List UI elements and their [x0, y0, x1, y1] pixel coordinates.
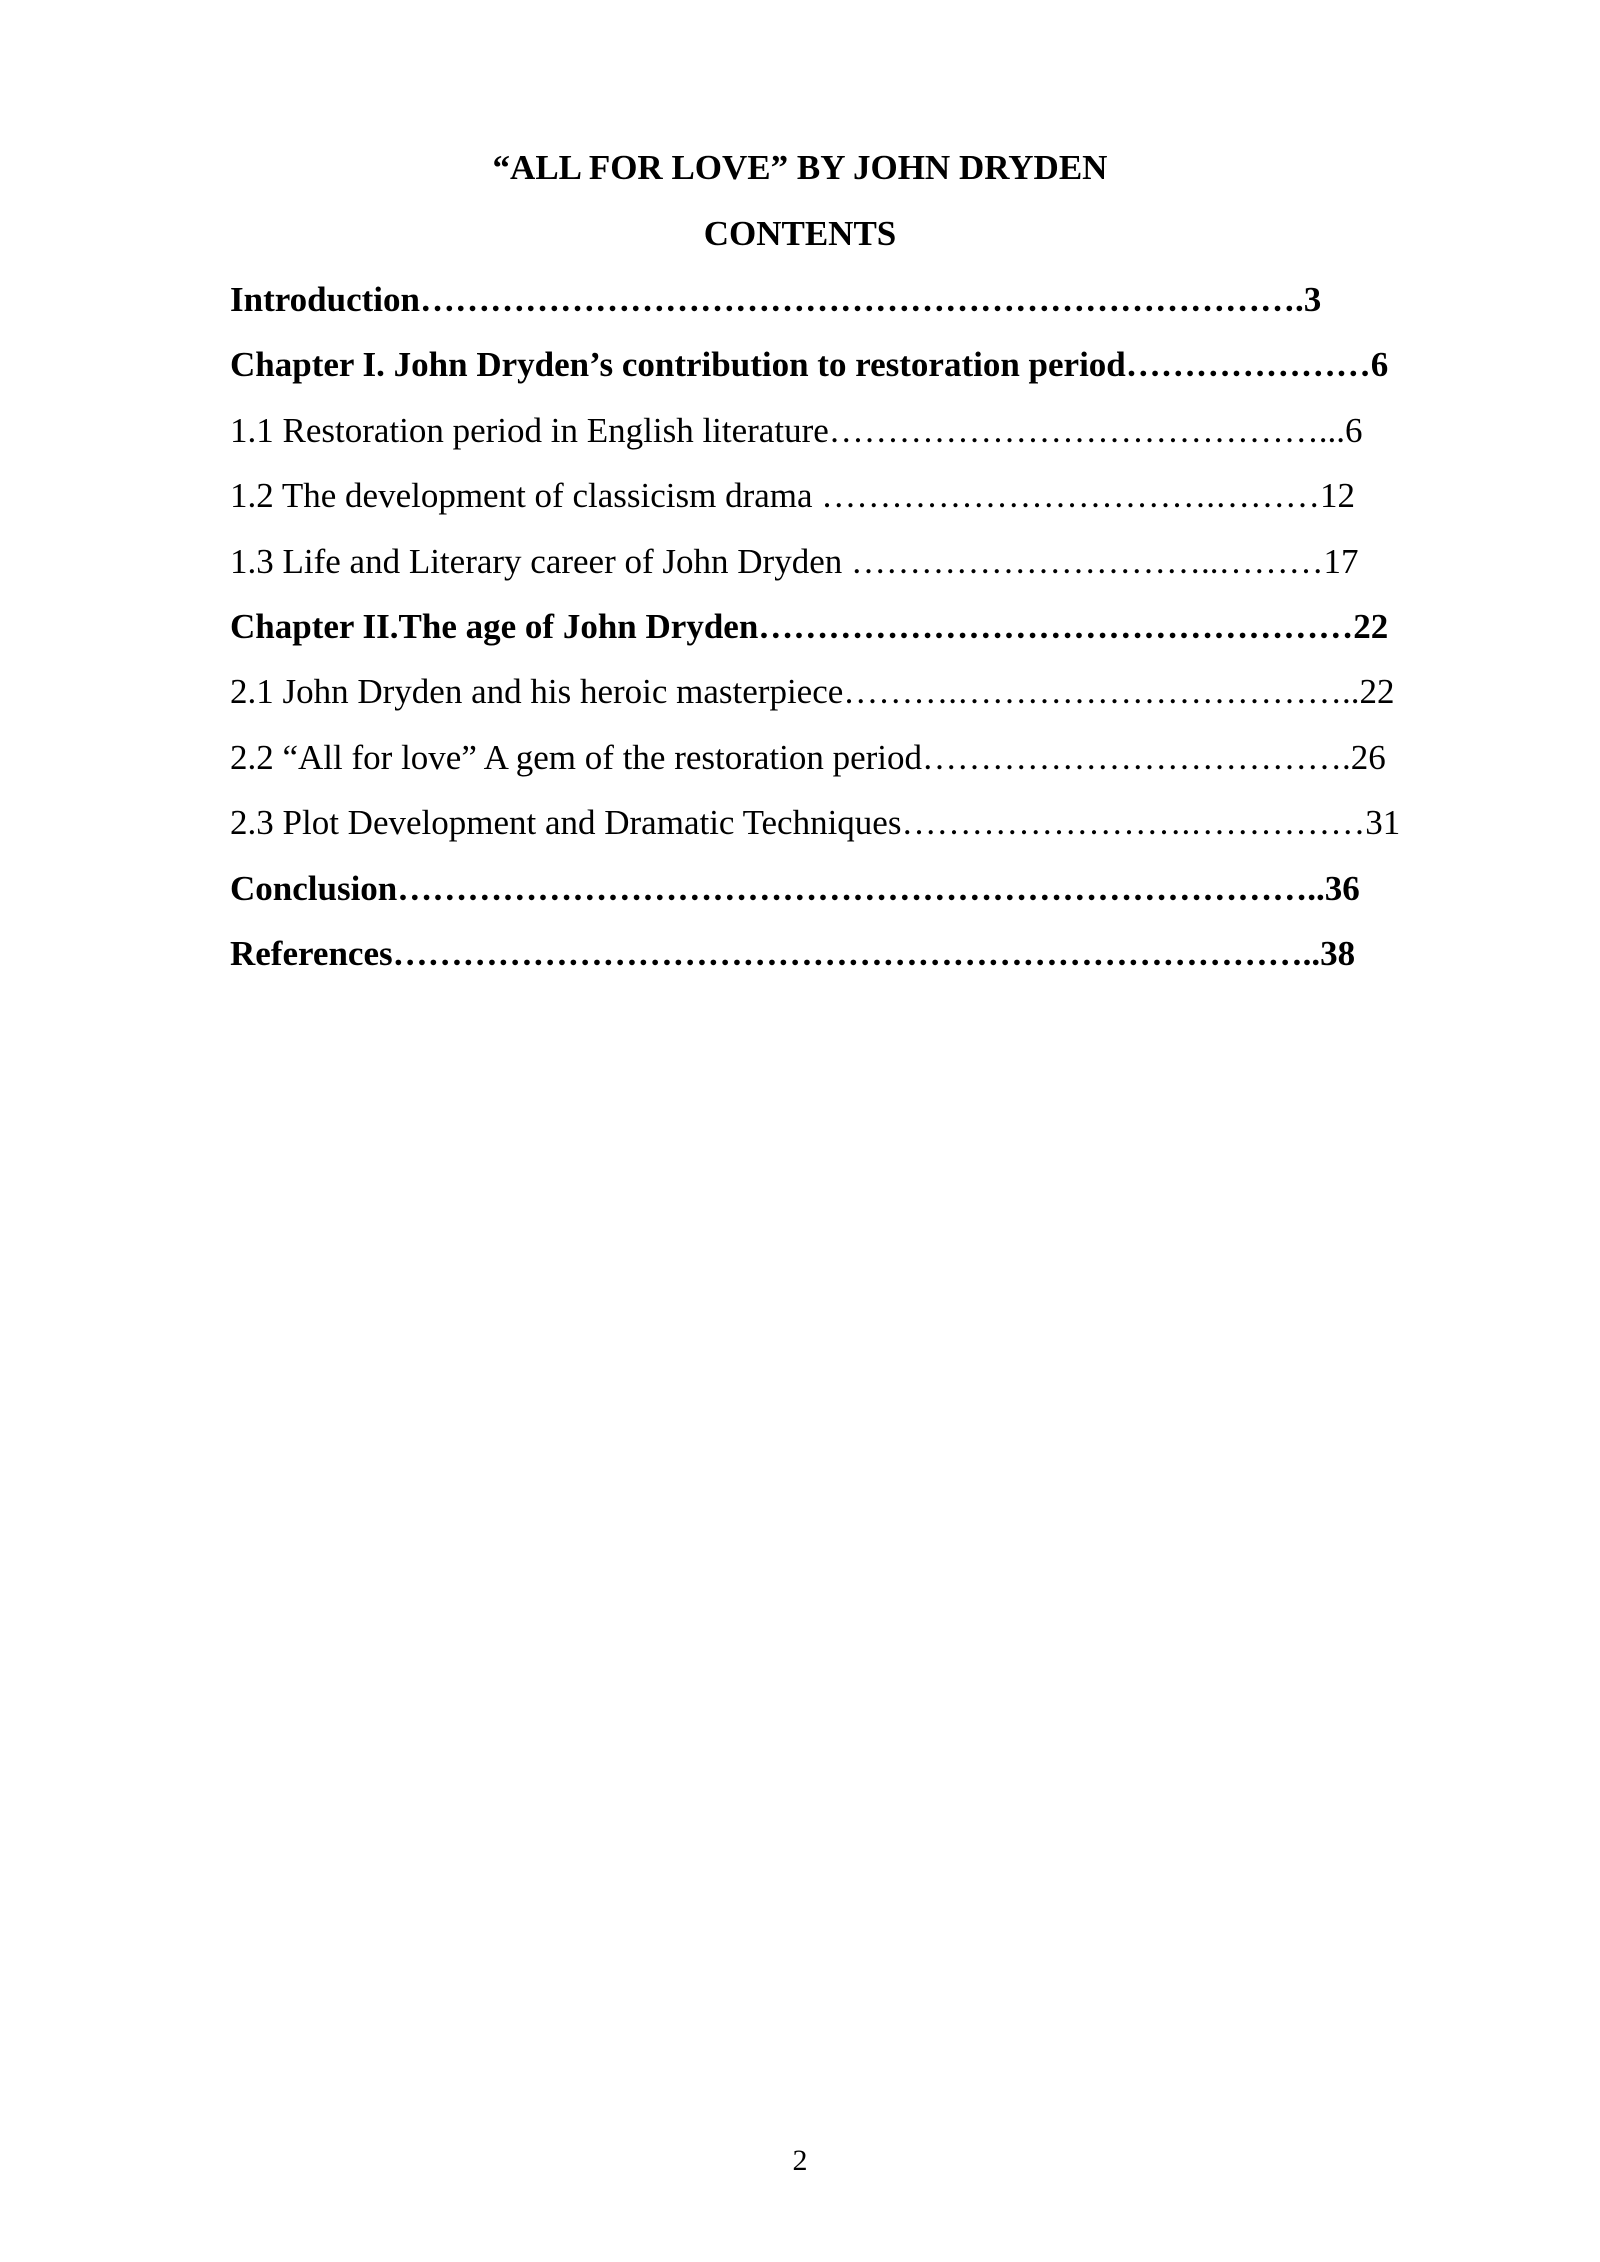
page-number: 2 [792, 2144, 808, 2177]
table-of-contents [230, 282, 1520, 1001]
contents-heading: CONTENTS [703, 214, 897, 253]
toc-entry-1-3: 1.3 Life and Literary career of John Dryden …………………………..………17 [230, 543, 1359, 581]
toc-entry-conclusion: Conclusion……………………………………………………………………..36 [230, 870, 1360, 908]
document-title: “ALL FOR LOVE” BY JOHN DRYDEN [492, 148, 1108, 187]
toc-entry-1-2: 1.2 The development of classicism drama …………………………….………12 [230, 478, 1356, 516]
toc-entry-introduction: Introduction………………………………………………………………….3 [230, 282, 1322, 319]
toc-entry-1-1: 1.1 Restoration period in English literature……………………………………...6 [230, 412, 1363, 450]
toc-entry-chapter-2: Chapter II.The age of John Dryden……………………………………………22 [230, 608, 1389, 646]
toc-entry-chapter-1: Chapter I. John Dryden’s contribution to restoration period…………………6 [230, 347, 1389, 385]
toc-entry-2-2: 2.2 “All for love” A gem of the restoration period……………………………….26 [230, 739, 1386, 777]
toc-entry-2-1: 2.1 John Dryden and his heroic masterpiece……….……………………………..22 [230, 674, 1395, 712]
toc-entry-references: References……………………………………………………………………..38 [230, 935, 1356, 973]
toc-entry-2-3: 2.3 Plot Development and Dramatic Techniques…………………….……………31 [230, 805, 1401, 843]
